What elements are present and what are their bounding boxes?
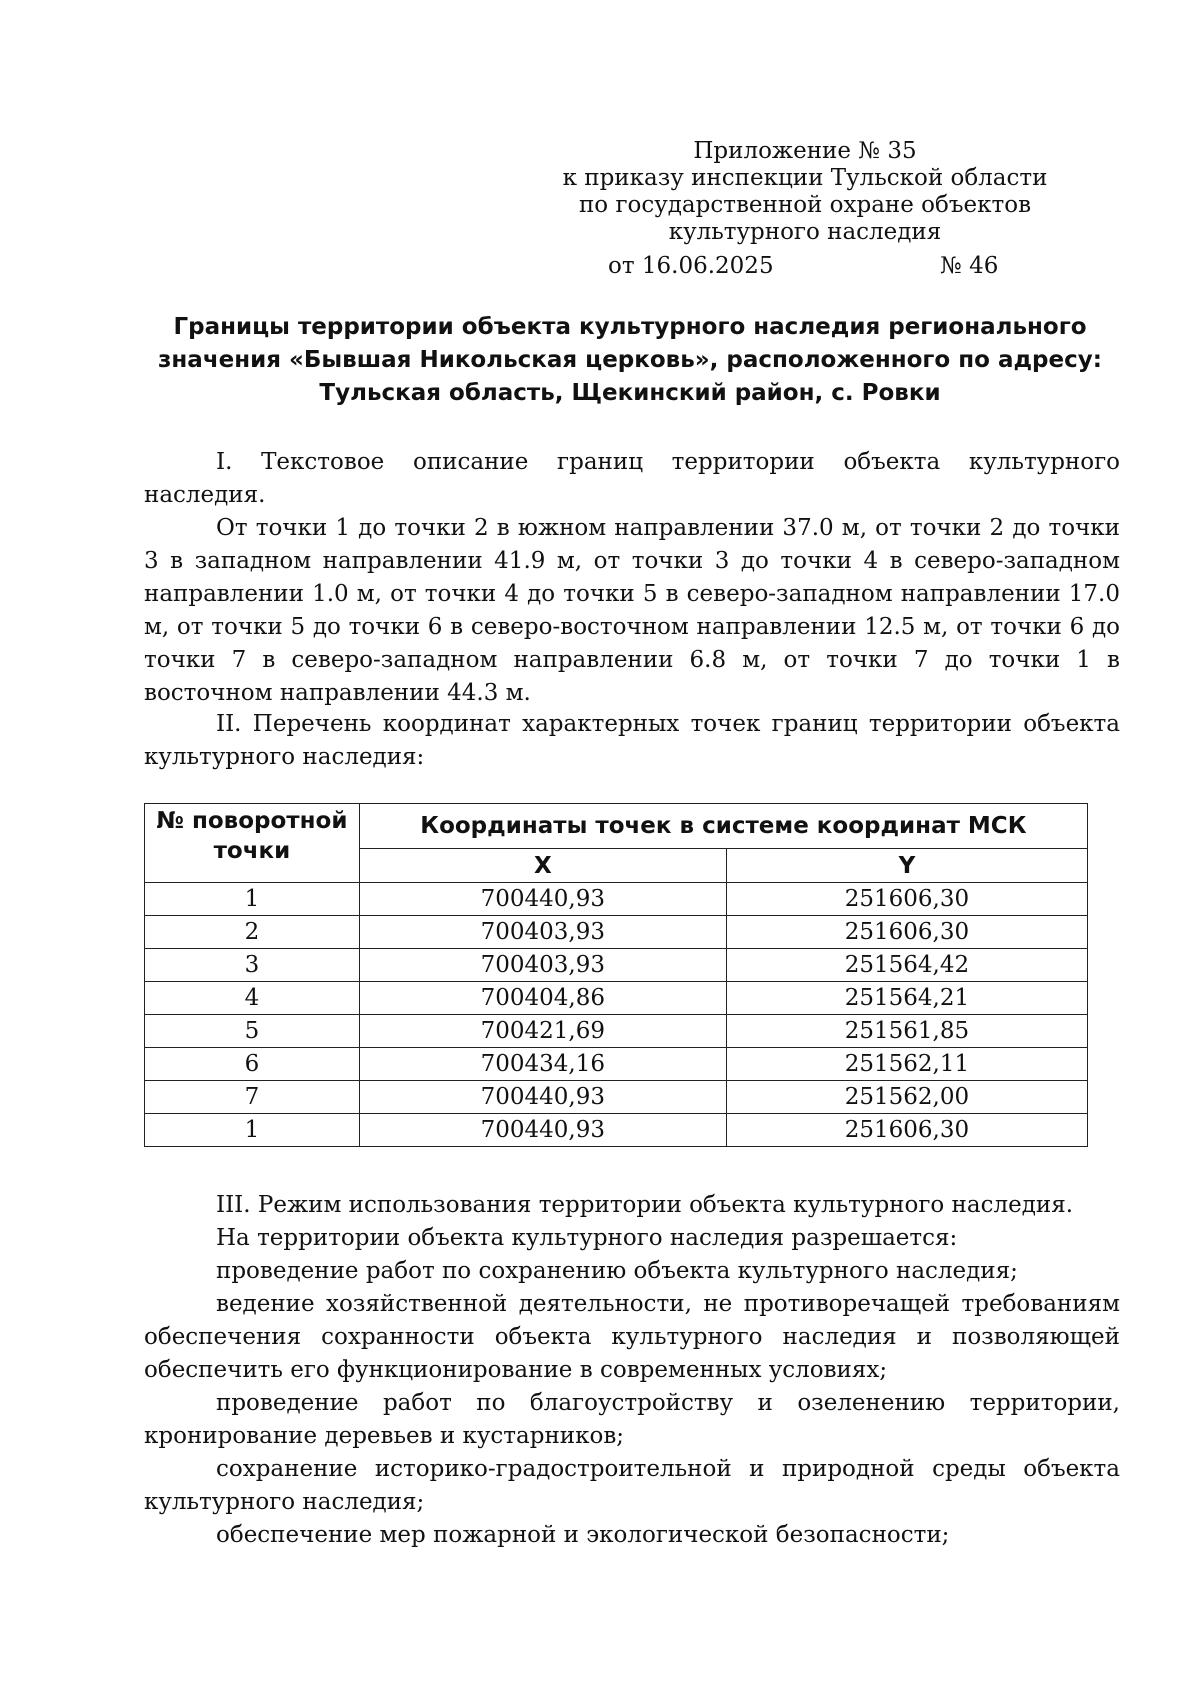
cell-y: 251606,30 [726, 883, 1087, 916]
cell-y: 251564,42 [726, 949, 1087, 982]
column-header-point: № поворотной точки [145, 804, 360, 883]
appendix-line-3: по государственной охране объектов [578, 192, 1032, 218]
table-row [145, 1048, 1088, 1081]
cell-y: 251562,11 [726, 1048, 1087, 1081]
cell-point: 1 [145, 883, 360, 916]
cell-x: 700440,93 [359, 1114, 726, 1147]
title-line-3: Тульская область, Щекинский район, с. Ровки [319, 380, 941, 406]
section2-heading: II. Перечень координат характерных точек границ территории объекта культурного наследия: [144, 711, 1120, 770]
table-row [145, 916, 1088, 949]
section-coordinates [144, 708, 1120, 774]
list-item: проведение работ по сохранению объекта культурного наследия; [216, 1258, 1018, 1284]
appendix-line-1: Приложение № 35 [693, 138, 917, 164]
cell-point: 3 [145, 949, 360, 982]
cell-x: 700404,86 [359, 982, 726, 1015]
list-item: обеспечение мер пожарной и экологической безопасности; [216, 1522, 950, 1548]
section1-body: От точки 1 до точки 2 в южном направлении 37.0 м, от точки 2 до точки 3 в западном направлении 41.9 м, от точки 3 до точки 4 в северо-западном направлении 1.0 м, от точки 4 до точки 5 в северо-западном направлении 17.0 м, от точки 5 до точки 6 в северо-восточном направлении 12.5 м, от точки 6 до точки 7 в северо-западном направлении 6.8 м, от точки 7 до точки 1 в восточном направлении 44.3 м. [144, 515, 1120, 706]
cell-point: 5 [145, 1015, 360, 1048]
cell-y: 251562,00 [726, 1081, 1087, 1114]
table-row [145, 1081, 1088, 1114]
list-item: сохранение историко-градостроительной и природной среды объекта культурного наследия; [144, 1456, 1120, 1515]
appendix-line-2: к приказу инспекции Тульской области [562, 165, 1048, 191]
cell-point: 7 [145, 1081, 360, 1114]
list-item: проведение работ по благоустройству и озеленению территории, кронирование деревьев и кустарников; [144, 1390, 1120, 1449]
column-header-x: X [359, 849, 726, 883]
order-date: от 16.06.2025 [608, 253, 774, 279]
cell-x: 700421,69 [359, 1015, 726, 1048]
cell-y: 251606,30 [726, 1114, 1087, 1147]
cell-y: 251564,21 [726, 982, 1087, 1015]
cell-x: 700403,93 [359, 916, 726, 949]
cell-x: 700440,93 [359, 883, 726, 916]
table-row [145, 982, 1088, 1015]
cell-point: 4 [145, 982, 360, 1015]
table-row [145, 1015, 1088, 1048]
cell-y: 251561,85 [726, 1015, 1087, 1048]
table-row [145, 949, 1088, 982]
column-header-coords: Координаты точек в системе координат МСК [359, 804, 1087, 849]
cell-point: 2 [145, 916, 360, 949]
table-row [145, 883, 1088, 916]
cell-x: 700440,93 [359, 1081, 726, 1114]
title-line-1: Границы территории объекта культурного наследия регионального [173, 314, 1087, 340]
cell-y: 251606,30 [726, 916, 1087, 949]
list-item: ведение хозяйственной деятельности, не противоречащей требованиям обеспечения сохранности объекта культурного наследия и позволяющей обеспечить его функционирование в современных условиях; [144, 1291, 1120, 1383]
appendix-line-4: культурного наследия [668, 219, 942, 245]
section-usage-regime [144, 1189, 1120, 1552]
cell-point: 6 [145, 1048, 360, 1081]
cell-x: 700403,93 [359, 949, 726, 982]
cell-x: 700434,16 [359, 1048, 726, 1081]
column-header-y: Y [726, 849, 1087, 883]
section1-heading: I. Текстовое описание границ территории объекта культурного наследия. [144, 449, 1120, 508]
section3-heading: III. Режим использования территории объекта культурного наследия. [216, 1192, 1074, 1218]
section-text-description [144, 446, 1120, 710]
table-row [145, 1114, 1088, 1147]
order-number: № 46 [940, 253, 999, 279]
title-line-2: значения «Бывшая Никольская церковь», расположенного по адресу: [158, 347, 1102, 373]
cell-point: 1 [145, 1114, 360, 1147]
section3-intro: На территории объекта культурного наследия разрешается: [216, 1225, 958, 1251]
document-title [140, 311, 1120, 410]
appendix-block [540, 138, 1070, 246]
coordinates-table [144, 803, 1088, 1147]
